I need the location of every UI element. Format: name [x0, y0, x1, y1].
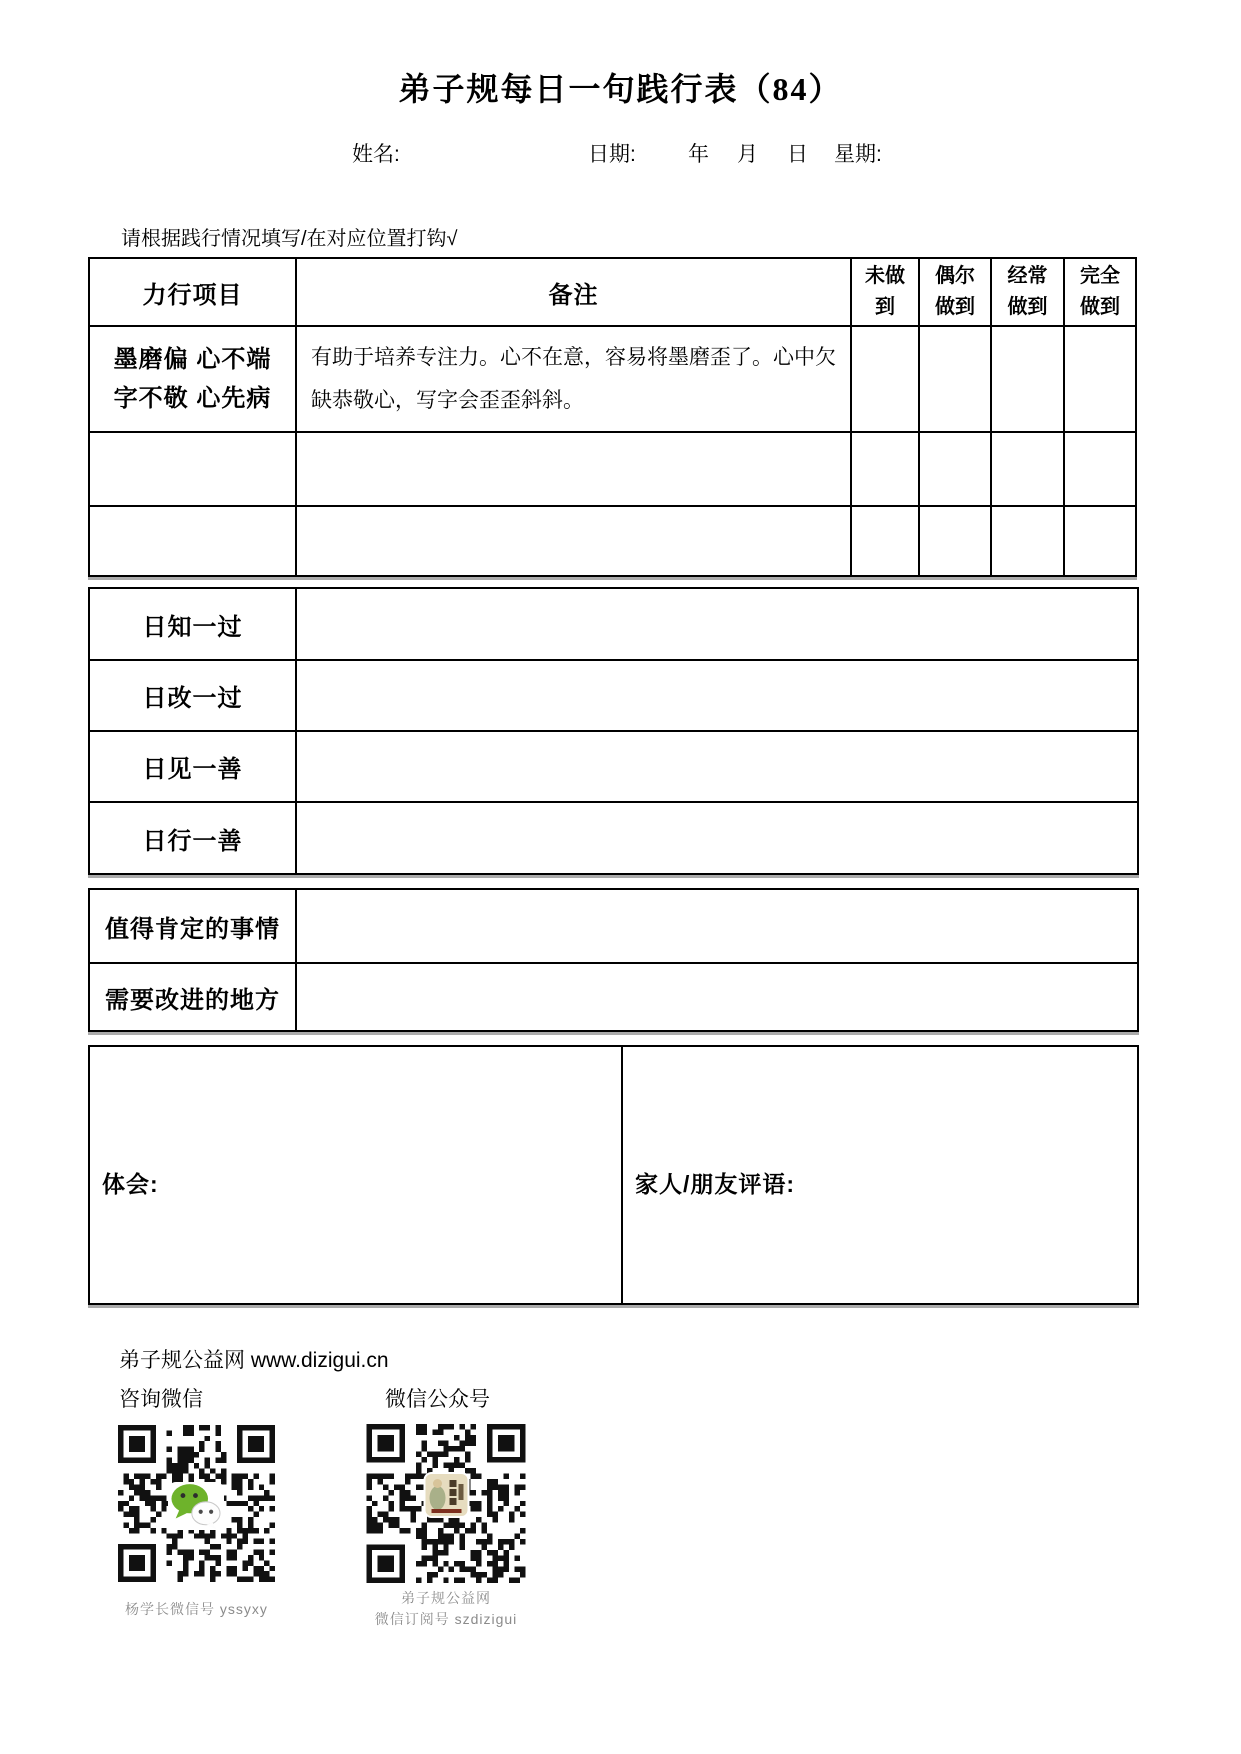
wechat-icon — [168, 1482, 224, 1530]
reflection-entry-cell[interactable] — [296, 963, 1138, 1031]
practice-note-cell-empty[interactable] — [296, 432, 851, 506]
daily-entry-cell[interactable] — [296, 802, 1138, 874]
tick-cell-often-done[interactable] — [991, 432, 1064, 506]
practice-note-cell: 有助于培养专注力。心不在意，容易将墨磨歪了。心中欠缺恭敬心，写字会歪歪斜斜。 — [296, 326, 851, 432]
label-things-done-well: 值得肯定的事情 — [89, 889, 296, 963]
daily-entry-cell[interactable] — [296, 588, 1138, 660]
name-label: 姓名: — [352, 143, 400, 166]
practice-item-cell-empty[interactable] — [89, 432, 296, 506]
personal-reflection-cell[interactable] — [89, 1046, 622, 1304]
tick-cell-occasionally-done[interactable] — [919, 326, 991, 432]
qr-caption-official-line2: 微信订阅号 szdizigui — [374, 1611, 518, 1627]
tick-cell-fully-done[interactable] — [1064, 506, 1136, 576]
reflection-entry-cell[interactable] — [296, 889, 1138, 963]
daily-entry-cell[interactable] — [296, 731, 1138, 802]
header-often-done: 经常做到 — [991, 258, 1064, 326]
tick-cell-not-done[interactable] — [851, 326, 919, 432]
qr-caption-consult: 杨学长微信号 yssyxy — [125, 1601, 268, 1617]
day-label: 日 — [787, 143, 808, 166]
page-title: 弟子规每日一句践行表（84） — [398, 71, 843, 107]
tick-cell-not-done[interactable] — [851, 506, 919, 576]
practice-row-2 — [89, 432, 1136, 506]
label-daily-know-one-fault: 日知一过 — [89, 588, 296, 660]
tick-cell-fully-done[interactable] — [1064, 432, 1136, 506]
header-not-done: 未做到 — [851, 258, 919, 326]
weekday-label: 星期: — [834, 143, 882, 166]
tick-cell-often-done[interactable] — [991, 326, 1064, 432]
reflection-table — [88, 888, 1139, 1032]
header-occasionally-done: 偶尔做到 — [919, 258, 991, 326]
comments-table — [88, 1045, 1139, 1305]
daily-entry-cell[interactable] — [296, 660, 1138, 731]
instruction-text: 请根据践行情况填写/在对应位置打钩√ — [121, 228, 458, 250]
practice-item-cell — [89, 326, 296, 432]
row-things-done-well — [89, 889, 1138, 963]
date-label: 日期: — [588, 143, 636, 166]
tick-cell-not-done[interactable] — [851, 432, 919, 506]
year-label: 年 — [688, 143, 709, 166]
footer-site-text: 弟子规公益网 www.dizigui.cn — [119, 1349, 389, 1372]
footer-official-account-label: 微信公众号 — [385, 1388, 490, 1411]
qr-code-official-account — [365, 1424, 527, 1583]
practice-note-cell-empty[interactable] — [296, 506, 851, 576]
family-comments-cell[interactable] — [622, 1046, 1138, 1304]
practice-item-line2: 字不敬 心先病 — [113, 385, 272, 412]
label-daily-correct-one-fault: 日改一过 — [89, 660, 296, 731]
practice-row-3 — [89, 506, 1136, 576]
qr-code-consult-wechat — [118, 1424, 275, 1583]
tick-cell-fully-done[interactable] — [1064, 326, 1136, 432]
practice-item-cell-empty[interactable] — [89, 506, 296, 576]
tick-cell-often-done[interactable] — [991, 506, 1064, 576]
daily-review-table — [88, 587, 1139, 875]
practice-table-header-row — [89, 258, 1136, 326]
practice-item-line1: 墨磨偏 心不端 — [113, 346, 272, 373]
daily-row-do-good — [89, 802, 1138, 874]
row-things-to-improve — [89, 963, 1138, 1031]
tick-cell-occasionally-done[interactable] — [919, 506, 991, 576]
dizigui-logo — [423, 1472, 470, 1518]
daily-row-know-fault — [89, 588, 1138, 660]
practice-row-1 — [89, 326, 1136, 432]
footer-consult-wechat-label: 咨询微信 — [119, 1388, 203, 1411]
daily-row-see-good — [89, 731, 1138, 802]
label-daily-do-one-good: 日行一善 — [89, 802, 296, 874]
practice-table — [88, 257, 1137, 577]
header-note: 备注 — [296, 258, 851, 326]
tick-cell-occasionally-done[interactable] — [919, 432, 991, 506]
month-label: 月 — [737, 143, 758, 166]
qr-caption-official — [352, 1588, 540, 1630]
header-fully-done: 完全做到 — [1064, 258, 1136, 326]
daily-row-correct-fault — [89, 660, 1138, 731]
label-daily-see-one-good: 日见一善 — [89, 731, 296, 802]
label-personal-reflection: 体会: — [102, 1170, 159, 1197]
qr-caption-official-line1: 弟子规公益网 — [401, 1590, 491, 1606]
label-things-to-improve: 需要改进的地方 — [89, 963, 296, 1031]
label-family-friends-comments: 家人/朋友评语: — [635, 1170, 796, 1197]
header-practice-item: 力行项目 — [89, 258, 296, 326]
